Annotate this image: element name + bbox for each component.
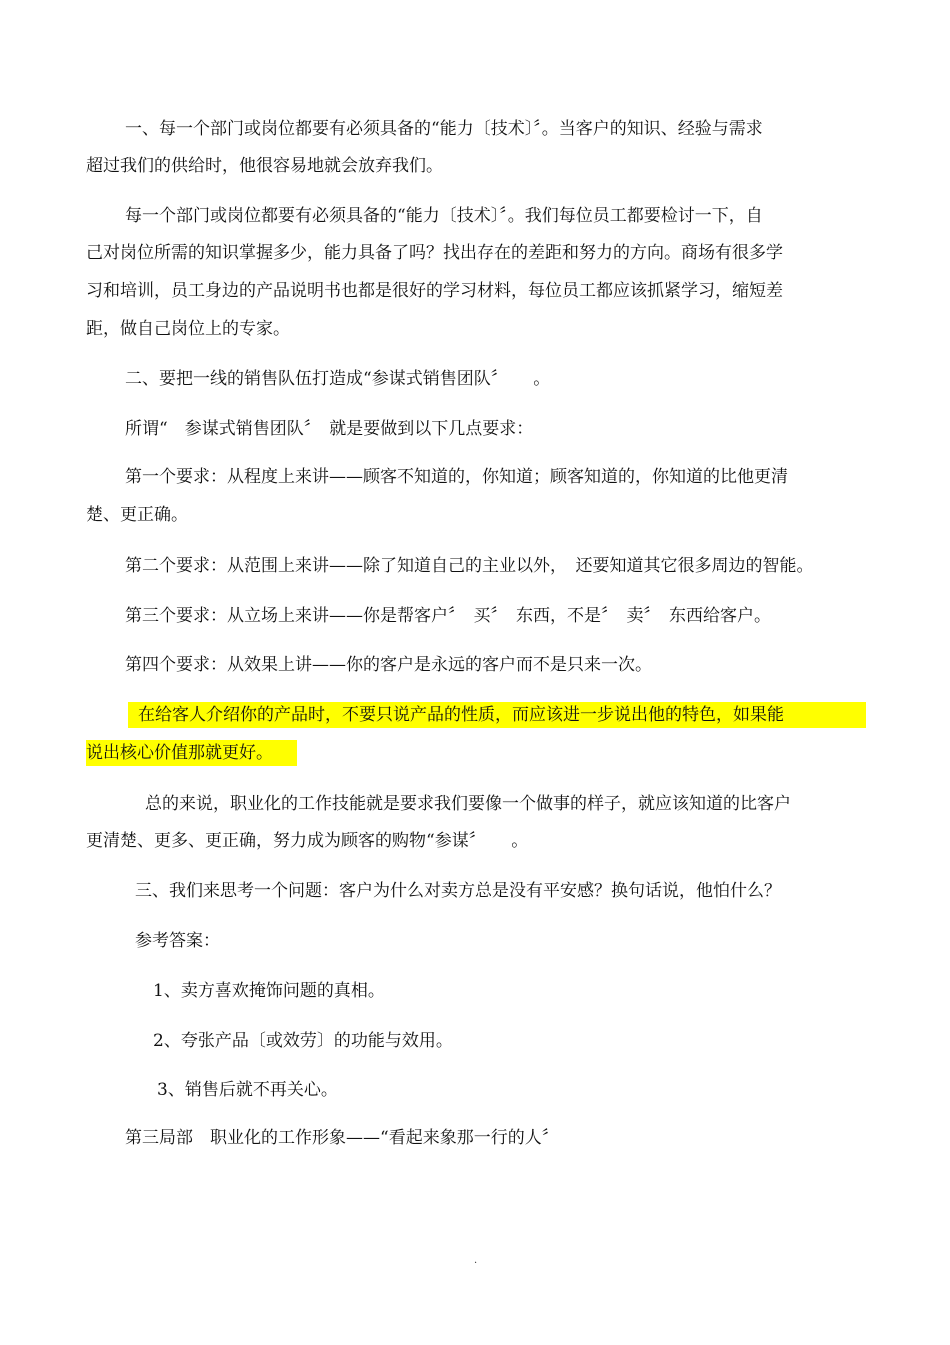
answer-label: 参考答案： <box>135 931 220 951</box>
part3-title: 第三局部 职业化的工作形象——“看起来象那一行的人〞 <box>125 1128 559 1148</box>
answer-item-1: 1、卖方喜欢掩饰问题的真相。 <box>153 981 385 1001</box>
section3-heading: 三、我们来思考一个问题：客户为什么对卖方总是没有平安感？换句话说，他怕什么？ <box>135 881 781 901</box>
requirement-2: 第二个要求：从范围上来讲——除了知道自己的主业以外， 还要知道其它很多周边的智能。 <box>125 556 814 576</box>
requirement-4: 第四个要求：从效果上讲——你的客户是永远的客户而不是只来一次。 <box>125 655 652 675</box>
requirement-1-line2: 楚、更正确。 <box>86 505 188 525</box>
highlight-line1: 在给客人介绍你的产品时，不要只说产品的性质，而应该进一步说出他的特色，如果能 <box>138 705 784 725</box>
summary-line2: 更清楚、更多、更正确，努力成为顾客的购物“参谋〞 。 <box>86 831 529 851</box>
requirement-3: 第三个要求：从立场上来讲——你是帮客户〞 买〞 东西，不是〞 卖〞 东西给客户。 <box>125 606 771 626</box>
section1-line2: 超过我们的供给时，他很容易地就会放弃我们。 <box>86 156 443 176</box>
para1-line1: 每一个部门或岗位都要有必须具备的“能力〔技术〕〞。我们每位员工都要检讨一下，自 <box>125 206 763 226</box>
footer-dot: . <box>474 1255 478 1266</box>
section1-line1: 一、每一个部门或岗位都要有必须具备的“能力〔技术〕〞。当客户的知识、经验与需求 <box>125 119 763 139</box>
highlight-line2: 说出核心价值那就更好。 <box>86 743 273 763</box>
para1-line4: 距，做自己岗位上的专家。 <box>86 319 290 339</box>
para1-line3: 习和培训，员工身边的产品说明书也都是很好的学习材料，每位员工都应该抓紧学习，缩短差 <box>86 281 783 301</box>
answer-item-3: 3、销售后就不再关心。 <box>157 1080 338 1100</box>
para1-line2: 己对岗位所需的知识掌握多少，能力具备了吗？找出存在的差距和努力的方向。商场有很多学 <box>86 243 783 263</box>
section2-heading: 二、要把一线的销售队伍打造成“参谋式销售团队〞 。 <box>125 369 551 389</box>
summary-line1: 总的来说，职业化的工作技能就是要求我们要像一个做事的样子，就应该知道的比客户 <box>145 794 791 814</box>
intro-line: 所谓“ 参谋式销售团队〞 就是要做到以下几点要求： <box>125 419 534 439</box>
answer-item-2: 2、夸张产品〔或效劳〕的功能与效用。 <box>153 1031 453 1051</box>
requirement-1-line1: 第一个要求：从程度上来讲——顾客不知道的，你知道；顾客知道的，你知道的比他更清 <box>125 467 788 487</box>
